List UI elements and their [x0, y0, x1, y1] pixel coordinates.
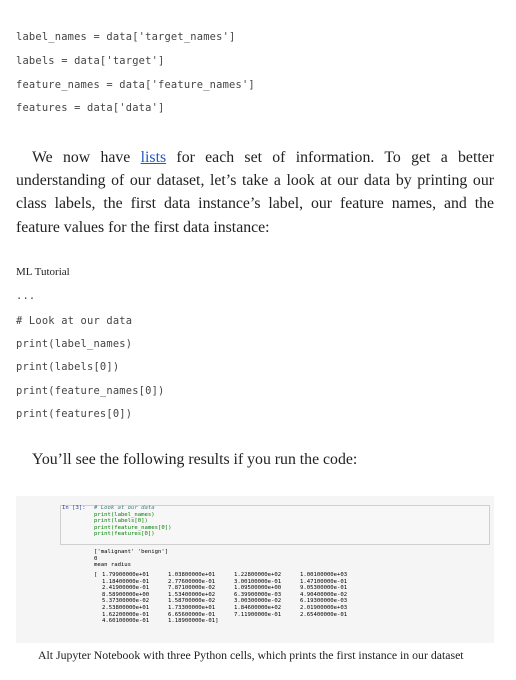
feature-value: 2.41900000e-01 — [102, 585, 150, 592]
feature-values-row — [94, 572, 366, 579]
notebook-code-line: print(labels[0]) — [94, 518, 148, 525]
feature-value: 1.18900000e-01] — [168, 618, 219, 625]
feature-value: 1.79900000e+01 — [102, 572, 150, 578]
feature-value: 5.37300000e-02 — [102, 598, 150, 605]
feature-value: 1.03800000e+01 — [168, 572, 216, 578]
feature-value: 2.65400000e-01 — [300, 611, 348, 618]
notebook-code-line: print(features[0]) — [94, 531, 155, 538]
feature-values-row — [94, 605, 366, 612]
feature-value: 6.19300000e-03 — [300, 598, 348, 605]
feature-value: 7.11900000e-01 — [234, 611, 282, 618]
feature-value: 1.84600000e+02 — [234, 604, 282, 611]
paragraph-intro-end: for each set of information. To get a better understanding of our dataset, let’s take a look at our data by printing our class labels, the first data instance’s label, our feature names, and the feature values for the first data instance: — [16, 149, 494, 236]
feature-value — [234, 618, 300, 625]
feature-value: 1.09500000e+00 — [234, 585, 282, 592]
ellipsis: ... — [16, 290, 36, 302]
feature-values-row — [94, 612, 366, 619]
paragraph-intro-start: We now have — [32, 149, 141, 166]
code-line-3: feature_names = data['feature_names'] — [16, 79, 255, 91]
feature-value: 1.18400000e-01 — [102, 578, 150, 585]
feature-value: 3.00300000e-02 — [234, 598, 282, 605]
paragraph-intro — [16, 146, 494, 239]
notebook-output — [94, 549, 168, 569]
output-first-label: 0 — [94, 555, 98, 562]
feature-values-row — [94, 618, 366, 625]
feature-value: 2.01900000e+03 — [300, 604, 348, 611]
bracket — [94, 612, 102, 619]
output-label-names: ['malignant' 'benign'] — [94, 549, 169, 555]
code-print-feature-names: print(feature_names[0]) — [16, 385, 165, 397]
output-feature-name: mean radius — [94, 562, 132, 569]
lists-link[interactable]: lists — [140, 149, 167, 166]
tutorial-label: ML Tutorial — [16, 266, 70, 278]
feature-value: 1.62200000e-01 — [102, 611, 150, 618]
feature-values-row — [94, 579, 366, 586]
code-line-2: labels = data['target'] — [16, 55, 165, 67]
feature-values-row — [94, 585, 366, 592]
feature-value: 1.22800000e+02 — [234, 572, 282, 578]
code-comment: # Look at our data — [16, 315, 133, 327]
notebook-code-line: print(label_names) — [94, 511, 155, 518]
figure-caption: Alt Jupyter Notebook with three Python cells, which prints the first instance in our dataset — [38, 648, 464, 662]
feature-value: 1.47100000e-01 — [300, 578, 348, 585]
bracket — [94, 592, 102, 599]
notebook-comment: # Look at our data — [94, 505, 155, 511]
feature-value: 8.58900000e+00 — [102, 591, 150, 598]
feature-value: 4.90400000e-02 — [300, 591, 348, 598]
code-line-4: features = data['data'] — [16, 102, 165, 114]
feature-value — [300, 618, 366, 625]
bracket: [ — [94, 572, 98, 578]
notebook-code-line: print(feature_names[0]) — [94, 524, 172, 531]
bracket — [94, 598, 102, 605]
results-paragraph: You’ll see the following results if you run the code: — [32, 451, 358, 468]
notebook-code — [94, 505, 171, 538]
notebook-prompt: In [3]: — [62, 505, 86, 511]
feature-value: 1.73300000e+01 — [168, 604, 216, 611]
feature-values-table — [94, 572, 366, 625]
feature-value: 2.77600000e-01 — [168, 578, 216, 585]
bracket — [94, 579, 102, 586]
feature-value: 7.87100000e-02 — [168, 585, 216, 592]
feature-value: 2.53800000e+01 — [102, 604, 150, 611]
feature-value: 1.53400000e+02 — [168, 591, 216, 598]
feature-value: 6.39900000e-03 — [234, 591, 282, 598]
feature-value: 4.60100000e-01 — [102, 618, 150, 625]
feature-value: 1.00100000e+03 — [300, 572, 348, 578]
feature-value: 3.00100000e-01 — [234, 578, 282, 585]
bracket — [94, 605, 102, 612]
code-print-features: print(features[0]) — [16, 408, 133, 420]
bracket — [94, 618, 102, 625]
feature-value: 6.65600000e-01 — [168, 611, 216, 618]
code-line-1: label_names = data['target_names'] — [16, 31, 236, 43]
feature-values-row — [94, 592, 366, 599]
feature-values-row — [94, 598, 366, 605]
feature-value: 9.05300000e-01 — [300, 585, 348, 592]
code-print-label-names: print(label_names) — [16, 338, 133, 350]
feature-value: 1.58700000e-02 — [168, 598, 216, 605]
bracket — [94, 585, 102, 592]
code-print-labels: print(labels[0]) — [16, 361, 120, 373]
